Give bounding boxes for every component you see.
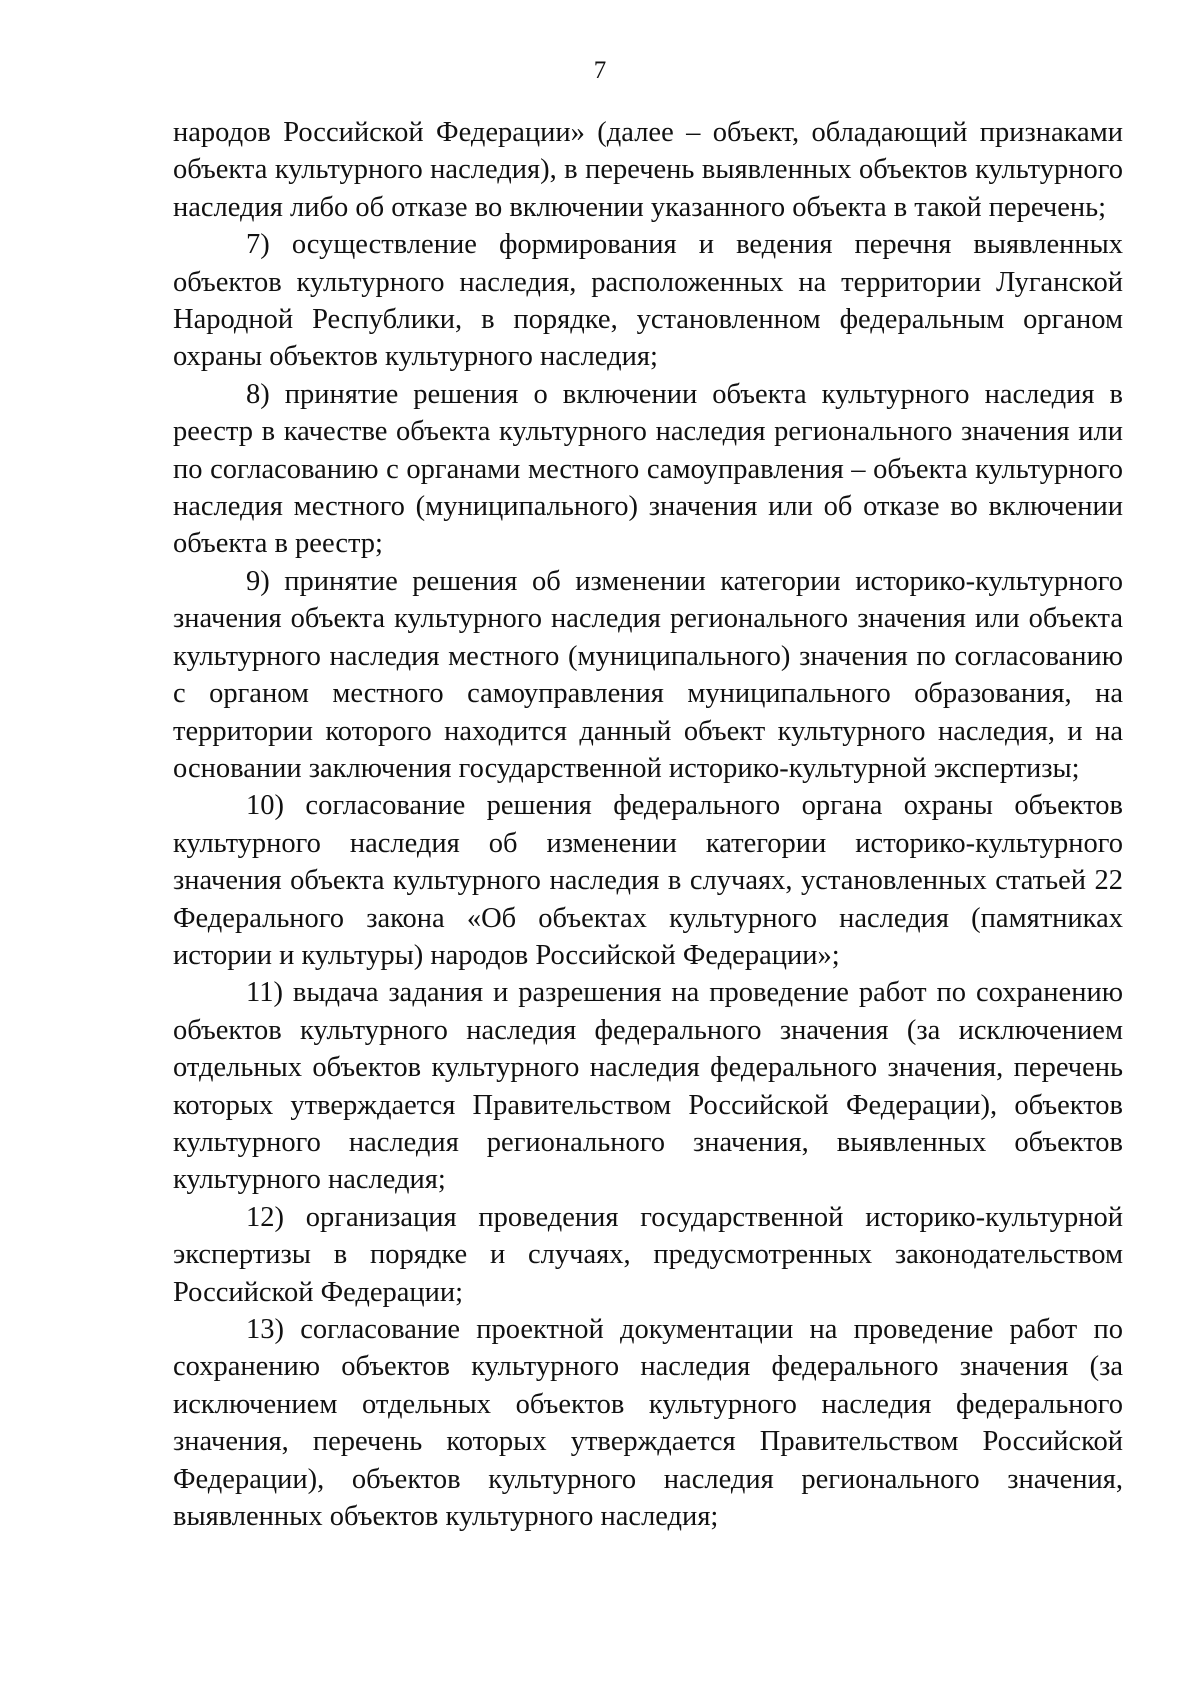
list-item-9: 9) принятие решения об изменении категории историко-культурного значения объекта культурного наследия регионального значения или объекта культурного наследия местного (муниципального) значения по согласованию с органом местного самоуправления муниципального образования, на территории которого находится данный объект культурного наследия, и на основании заключения государственной историко-культурной экспертизы; <box>173 565 1123 784</box>
list-item-11: 11) выдача задания и разрешения на проведение работ по сохранению объектов культурного наследия федерального значения (за исключением отдельных объектов культурного наследия федерального значения, перечень которых утверждается Правительством Российской Федерации), объектов культурного наследия регионального значения, выявленных объектов культурного наследия; <box>173 977 1123 1196</box>
page-number: 7 <box>593 57 607 84</box>
list-item-13: 13) согласование проектной документации на проведение работ по сохранению объектов культурного наследия федерального значения (за исключением отдельных объектов культурного наследия федерального значения, перечень которых утверждается Правительством Российской Федерации), объектов культурного наследия регионального значения, выявленных объектов культурного наследия; <box>173 1314 1123 1533</box>
list-item-12: 12) организация проведения государственной историко-культурной экспертизы в порядке и случаях, предусмотренных законодательством Российской Федерации; <box>173 1201 1123 1308</box>
list-item-8: 8) принятие решения о включении объекта культурного наследия в реестр в качестве объекта культурного наследия регионального значения или по согласованию с органами местного самоуправления – объекта культурного наследия местного (муниципального) значения или об отказе во включении объекта в реестр; <box>173 378 1123 560</box>
list-item-10: 10) согласование решения федерального органа охраны объектов культурного наследия об изменении категории историко-культурного значения объекта культурного наследия в случаях, установленных статьей 22 Федерального закона «Об объектах культурного наследия (памятниках истории и культуры) народов Российской Федерации»; <box>173 790 1123 971</box>
document-body <box>173 114 1123 1535</box>
paragraph-continuation: народов Российской Федерации» (далее – объект, обладающий признаками объекта культурного наследия), в перечень выявленных объектов культурного наследия либо об отказе во включении указанного объекта в такой перечень; <box>173 117 1123 223</box>
list-item-7: 7) осуществление формирования и ведения перечня выявленных объектов культурного наследия, расположенных на территории Луганской Народной Республики, в порядке, установленном федеральным органом охраны объектов культурного наследия; <box>173 229 1123 373</box>
